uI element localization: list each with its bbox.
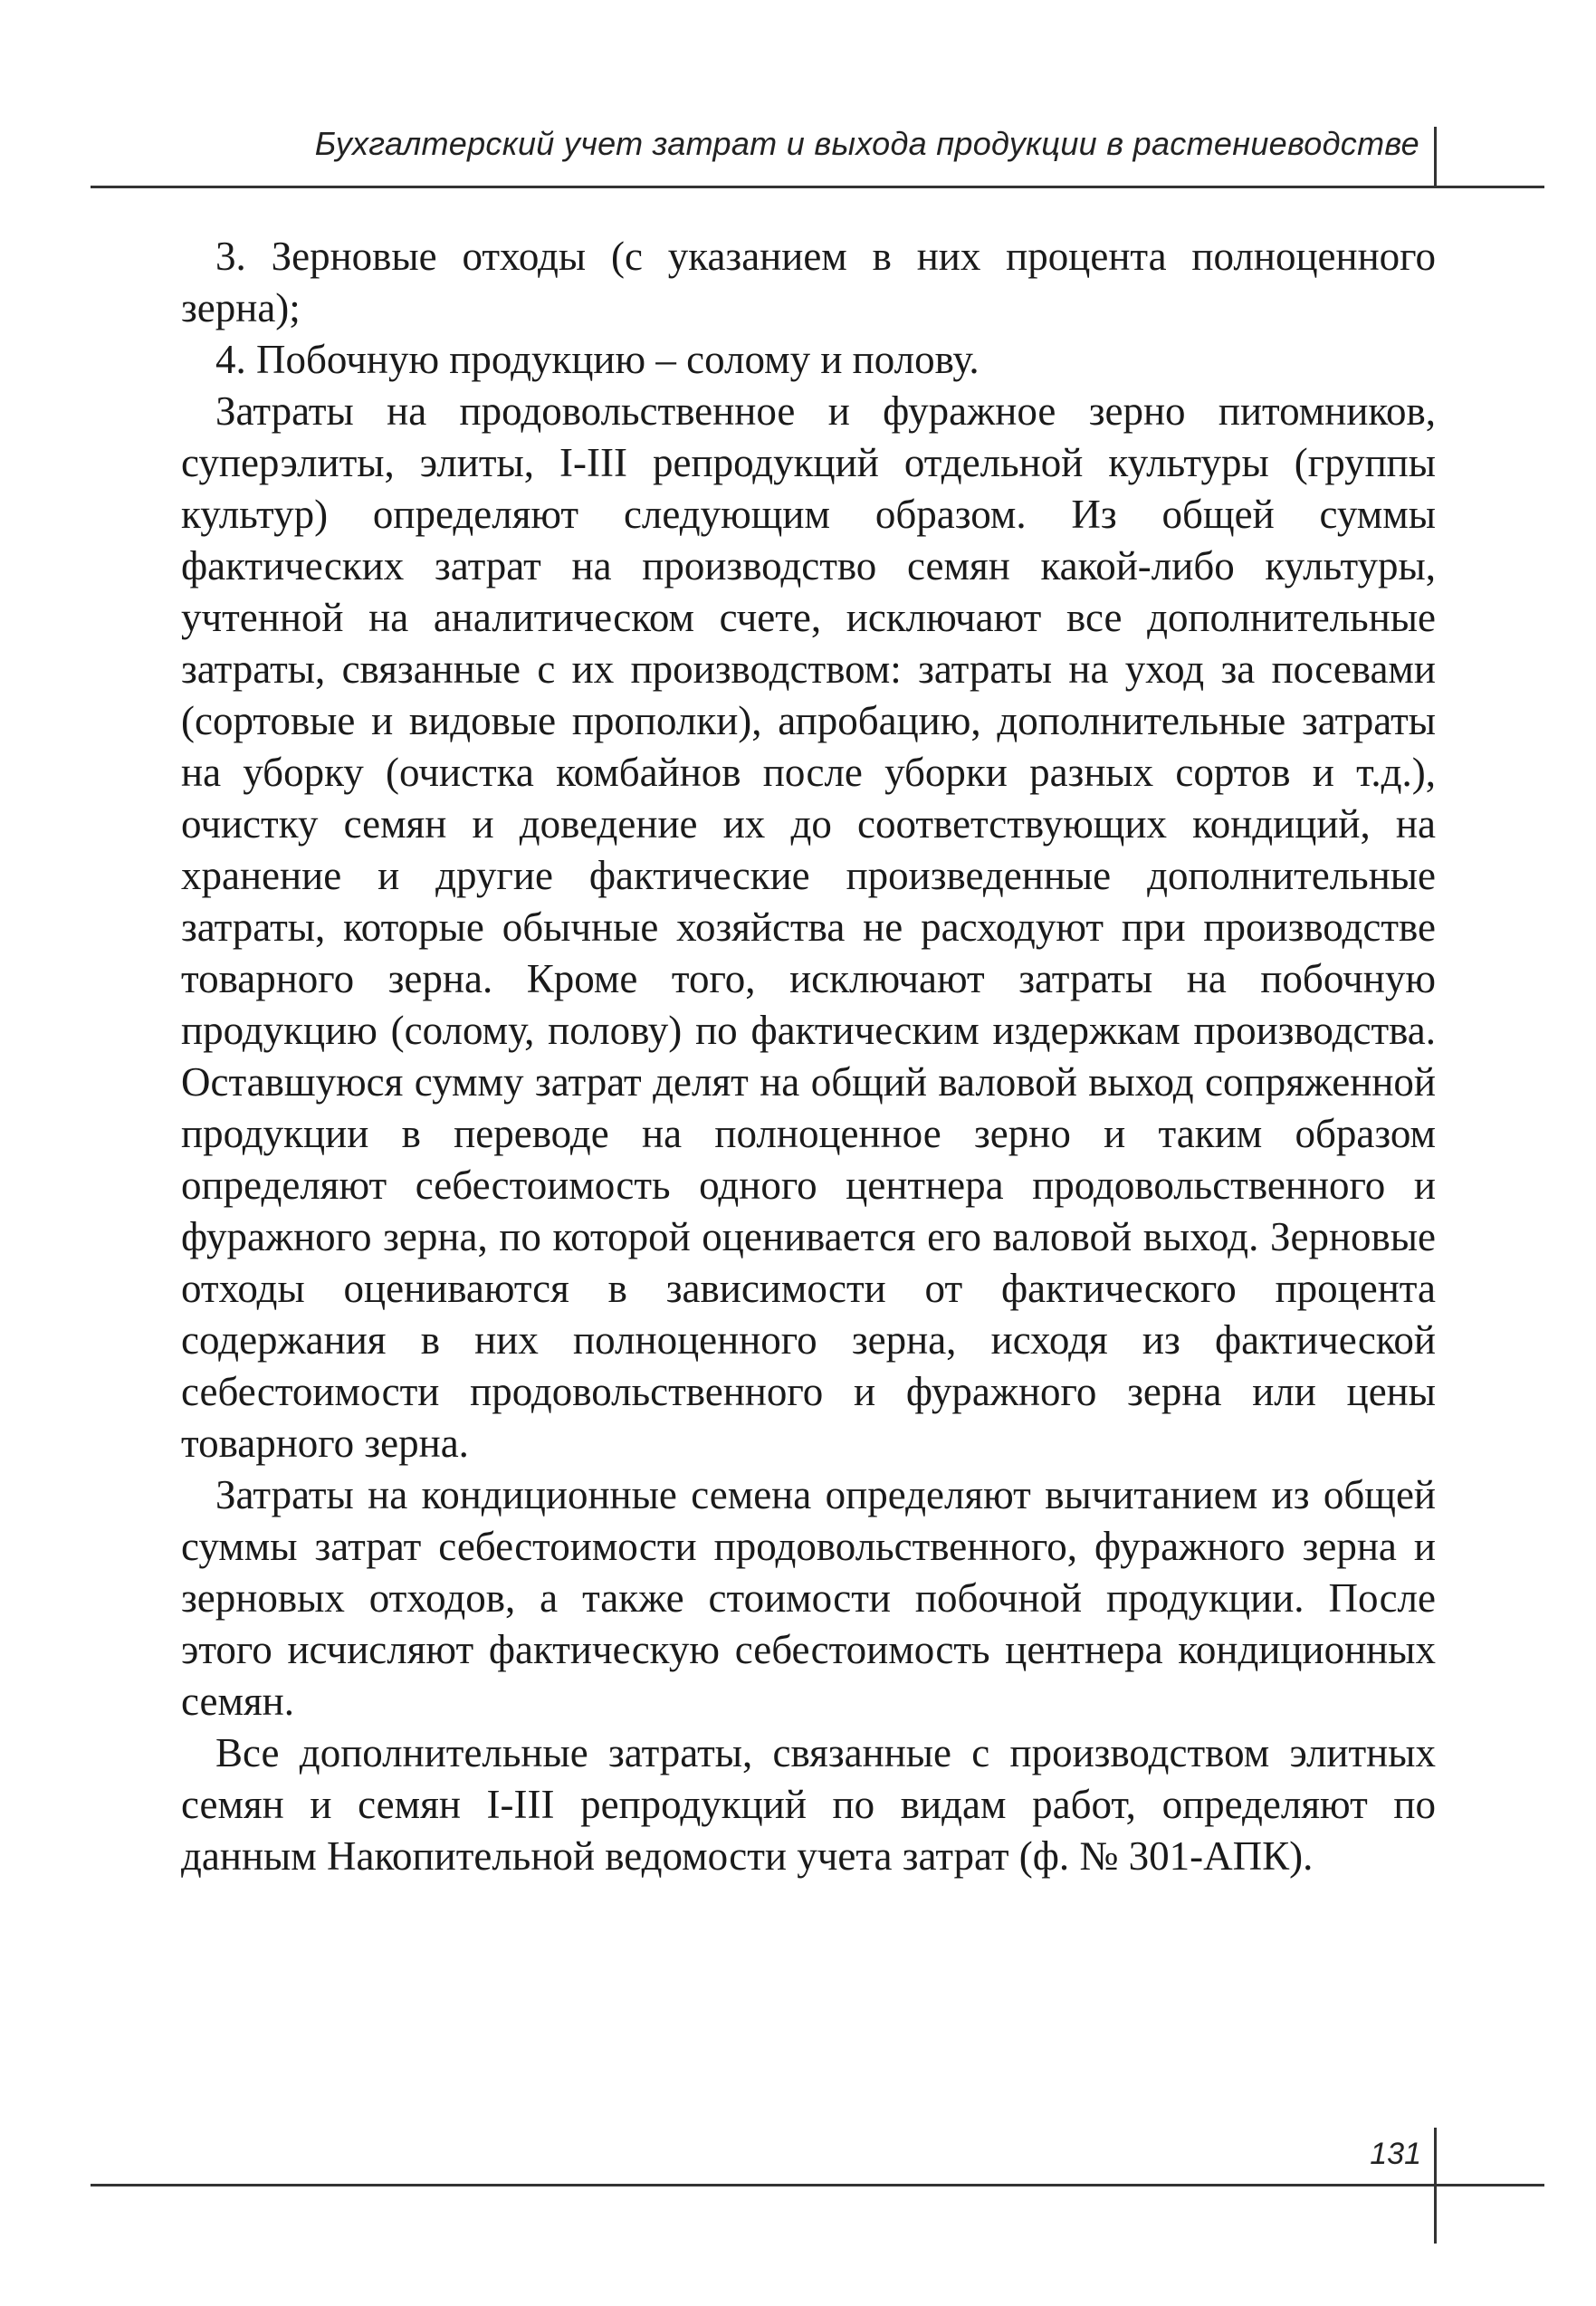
- paragraph-costs-grain: Затраты на продовольственное и фуражное зерно питомников, суперэлиты, элиты, I-III репродукций отдельной культуры (группы культур) определяют следующим образом. Из общей суммы фактических затрат на производство семян какой-либо культуры, учтенной на аналитическом счете, исключают все дополнительные затраты, связанные с их производством: затраты на уход за посевами (сортовые и видовые прополки), апробацию, дополнительные затраты на уборку (очистка комбайнов после уборки разных сортов и т.д.), очистку семян и доведение их до соответствующих кондиций, на хранение и другие фактические произведенные дополнительные затраты, которые обычные хозяйства не расходуют при производстве товарного зерна. Кроме того, исключают затраты на побочную продукцию (солому, полову) по фактическим издержкам производства. Оставшуюся сумму затрат делят на общий валовой выход сопряженной продукции в переводе на полноценное зерно и таким образом определяют себестоимость одного центнера продовольственного и фуражного зерна, по которой оценивается его валовой выход. Зерновые отходы оцениваются в зависимости от фактического процента содержания в них полноценного зерна, исходя из фактической себестоимости продовольственного и фуражного зерна или цены товарного зерна.: [181, 388, 1436, 1466]
- paragraph-additional-costs: Все дополнительные затраты, связанные с производством элитных семян и семян I-III репродукций по видам работ, определяют по данным Накопительной ведомости учета затрат (ф. № 301-АПК).: [181, 1730, 1436, 1879]
- header-vertical-rule: [1434, 127, 1437, 187]
- paragraph-item-3: 3. Зерновые отходы (с указанием в них процента полноценного зерна);: [181, 234, 1436, 330]
- body-text: [181, 231, 1436, 1882]
- paragraph-costs-seeds: Затраты на кондиционные семена определяют вычитанием из общей суммы затрат себестоимости продовольственного, фуражного зерна и зерновых отходов, а также стоимости побочной продукции. После этого исчисляют фактическую себестоимость центнера кондиционных семян.: [181, 1472, 1436, 1724]
- footer-rule: [91, 2184, 1544, 2186]
- page-number: 131: [1370, 2137, 1421, 2171]
- header-rule: [91, 186, 1544, 188]
- paragraph-item-4: 4. Побочную продукцию – солому и полову.: [215, 337, 980, 382]
- running-head-title: Бухгалтерский учет затрат и выхода продукции в растениеводстве: [314, 125, 1419, 162]
